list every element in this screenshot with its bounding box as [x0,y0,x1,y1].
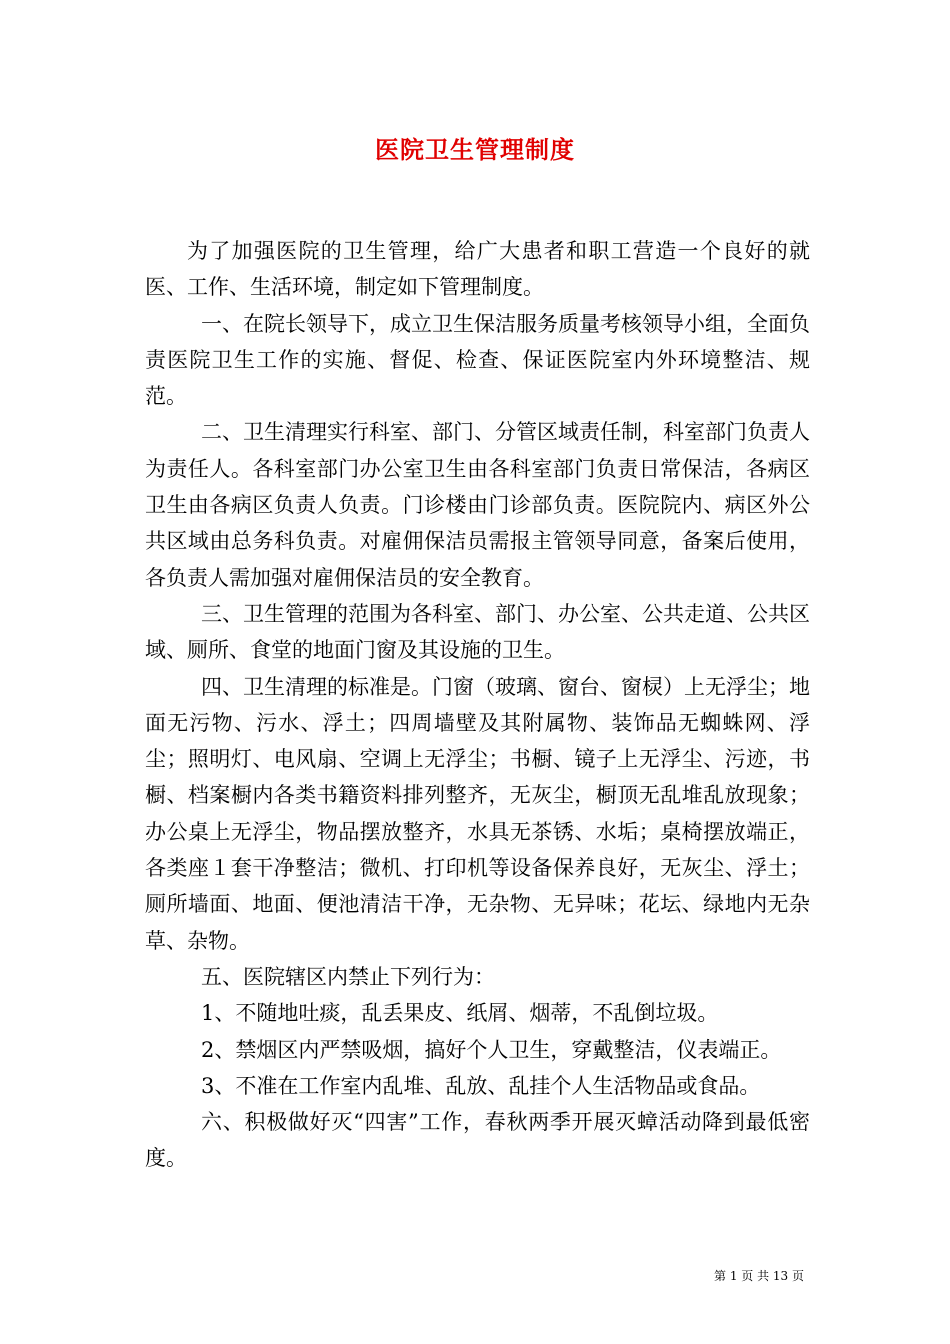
page-number-footer: 第 1 页 共 13 页 [714,1269,804,1283]
clause-1-paragraph: 一、在院长领导下，成立卫生保洁服务质量考核领导小组，全面负责医院卫生工作的实施、督促、检查、保证医院室内外环境整洁、规范。 [145,311,810,409]
clause-6-paragraph: 六、积极做好灭“四害”工作，春秋两季开展灭蟑活动降到最低密度。 [145,1110,810,1171]
clause-5-item-2: 2、禁烟区内严禁吸烟，搞好个人卫生，穿戴整洁，仪表端正。 [201,1037,782,1062]
clause-3-paragraph: 三、卫生管理的范围为各科室、部门、办公室、公共走道、公共区域、厕所、食堂的地面门窗及其设施的卫生。 [145,601,810,663]
document-title: 医院卫生管理制度 [375,135,575,164]
clause-2-paragraph: 二、卫生清理实行科室、部门、分管区域责任制，科室部门负责人为责任人。各科室部门办公室卫生由各科室部门负责日常保洁，各病区卫生由各病区负责人负责。门诊楼由门诊部负责。医院院内、病区外公共区域由总务科负责。对雇佣保洁员需报主管领导同意，备案后使用，各负责人需加强对雇佣保洁员的安全教育。 [145,420,810,590]
intro-paragraph: 为了加强医院的卫生管理，给广大患者和职工营造一个良好的就医、工作、生活环境，制定如下管理制度。 [145,239,810,300]
clause-5-item-1: 1、不随地吐痰，乱丢果皮、纸屑、烟蒂，不乱倒垃圾。 [201,1001,719,1026]
clause-5-paragraph: 五、医院辖区内禁止下列行为： [201,964,495,989]
clause-4-paragraph: 四、卫生清理的标准是。门窗（玻璃、窗台、窗棂）上无浮尘；地面无污物、污水、浮土；四周墙壁及其附属物、装饰品无蜘蛛网、浮尘；照明灯、电风扇、空调上无浮尘；书橱、镜子上无浮尘、污迹，书橱、档案橱内各类书籍资料排列整齐，无灰尘，橱顶无乱堆乱放现象；办公桌上无浮尘，物品摆放整齐，水具无茶锈、水垢；桌椅摆放端正，各类座１套干净整洁；微机、打印机等设备保养良好，无灰尘、浮土；厕所墙面、地面、便池清洁干净，无杂物、无异味；花坛、绿地内无杂草、杂物。 [145,674,810,953]
document-body [145,233,810,1177]
clause-5-item-3: 3、不准在工作室内乱堆、乱放、乱挂个人生活物品或食品。 [201,1073,761,1098]
